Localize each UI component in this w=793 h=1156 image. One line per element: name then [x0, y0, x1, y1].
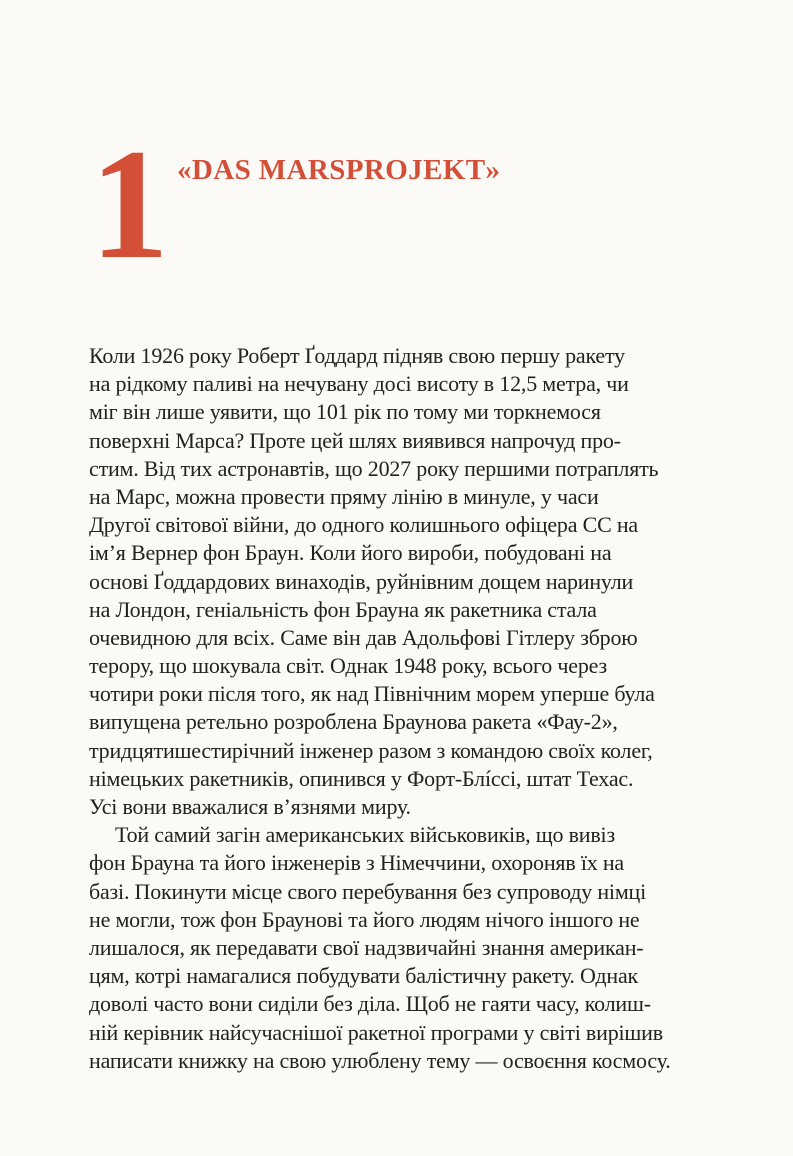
text-line: поверхні Марса? Проте цей шлях виявився напрочуд про- [89, 427, 621, 453]
text-line: на Марс, можна провести пряму лінію в минуле, у часи [89, 483, 599, 509]
text-line: основі Ґоддардових винаходів, руйнівним дощем наринули [89, 568, 634, 594]
text-line: написати книжку на свою улюблену тему — освоєння космосу. [89, 1047, 671, 1073]
text-line: Усі вони вважалися в’язнями миру. [89, 794, 411, 819]
text-line: на Лондон, геніальність фон Брауна як ракетника стала [89, 596, 597, 622]
text-line: чотири роки після того, як над Північним морем уперше була [89, 681, 655, 707]
text-line: ім’я Вернер фон Браун. Коли його вироби, побудовані на [89, 540, 612, 566]
chapter-title: «DAS MARSPROJEKT» [177, 154, 501, 186]
text-line: стим. Від тих астронавтів, що 2027 року першими потраплять [89, 455, 659, 481]
text-line: очевидною для всіх. Саме він дав Адольфові Гітлеру зброю [89, 624, 638, 650]
text-line: німецьких ракетників, опинився у Форт-Блíссі, штат Техас. [89, 765, 634, 791]
text-line: фон Брауна та його інженерів з Німеччини, охороняв їх на [89, 850, 624, 876]
text-line: на рідкому паливі на нечувану досі висоту в 12,5 метра, чи [89, 371, 629, 397]
text-line: лишалося, як передавати свої надзвичайні знання американ- [89, 934, 644, 960]
text-line: доволі часто вони сиділи без діла. Щоб не гаяти часу, колиш- [89, 991, 651, 1017]
text-line: Другої світової війни, до одного колишнього офіцера СС на [89, 512, 638, 538]
text-line: тридцятишестирічний інженер разом з командою своїх колег, [89, 737, 653, 763]
text-line: міг він лише уявити, що 101 рік по тому ми торкнемося [89, 399, 601, 425]
text-line: випущена ретельно розроблена Браунова ракета «Фау-2», [89, 709, 618, 735]
text-line: ній керівник найсучаснішої ракетної програми у світі вирішив [89, 1019, 663, 1045]
paragraph-1 [89, 342, 699, 821]
text-line: терору, що шокувала світ. Однак 1948 року, всього через [89, 653, 607, 679]
paragraph-2 [89, 821, 699, 1075]
text-line: базі. Покинути місце свого перебування без супроводу німці [89, 878, 647, 904]
chapter-number: 1 [90, 117, 165, 292]
text-line: Коли 1926 року Роберт Ґоддард підняв свою першу ракету [89, 343, 625, 368]
text-line: цям, котрі намагалися побудувати балістичну ракету. Однак [89, 963, 639, 989]
text-line: Той самий загін американських військовиків, що вивіз [115, 822, 615, 848]
chapter-body [89, 342, 699, 1075]
text-line: не могли, тож фон Браунові та його людям нічого іншого не [89, 906, 640, 932]
